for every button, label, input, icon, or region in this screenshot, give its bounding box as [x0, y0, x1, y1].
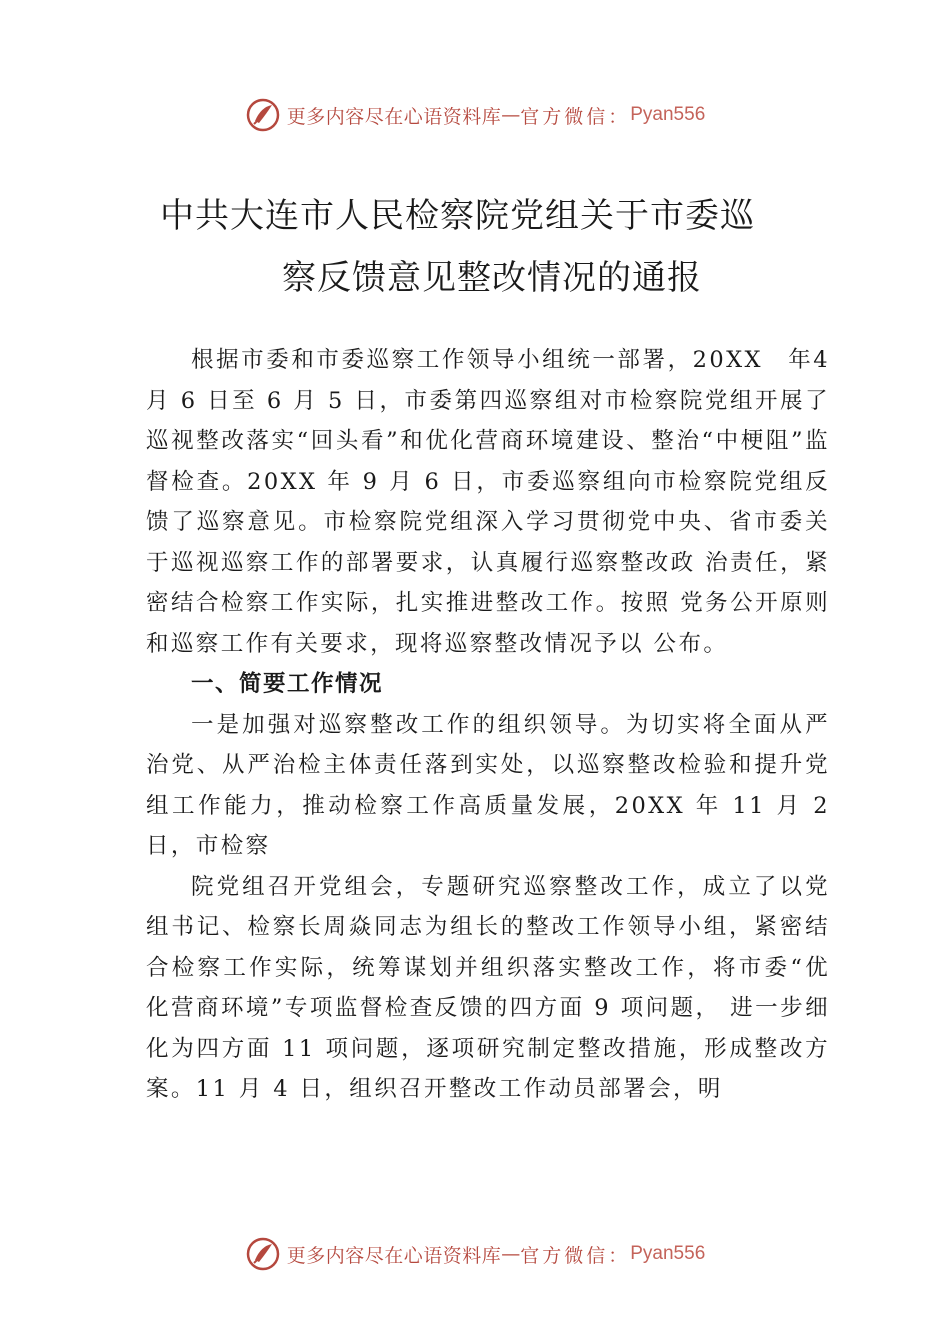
banner-separator: —: [501, 104, 521, 126]
banner-text: 更多内容尽在心语资料库: [286, 1244, 502, 1267]
document-title-line1: 中共大连市人民检察院党组关于市委巡: [160, 196, 755, 236]
paragraph-organization: 一是加强对巡察整改工作的组织领导。为切实将全面从严治党、从严治检主体责任落到实处，以巡察整改检验和提升党组工作能力，推动检察工作高质量发展，20XX 年 11 月 2 日，市检察: [146, 711, 830, 859]
document-body: [146, 340, 830, 1110]
banner-separator: —: [501, 1243, 521, 1265]
footer-watermark-banner: [0, 1234, 950, 1274]
banner-wechat-id: Pyan556: [630, 1243, 706, 1264]
banner-wechat-label: 官方微信：: [520, 1244, 631, 1267]
header-watermark-banner: [0, 95, 950, 135]
brush-logo-icon: [245, 97, 281, 133]
document-title-line2: 察反馈意见整改情况的通报: [282, 258, 702, 298]
paragraph-party-meeting: 院党组召开党组会，专题研究巡察整改工作，成立了以党组书记、检察长周焱同志为组长的整改工作领导小组，紧密结合检察工作实际，统筹谋划并组织落实整改工作，将市委“优化营商环境”专项监督检查反馈的四方面 9 项问题， 进一步细化为四方面 11 项问题，逐项研究制定整改措施，形成整改方案。11 月 4 日，组织召开整改工作动员部署会，明: [146, 873, 830, 1102]
banner-wechat-label: 官方微信：: [520, 105, 631, 128]
paragraph-intro: 根据市委和市委巡察工作领导小组统一部署，20XX 年4 月 6 日至 6 月 5 日，市委第四巡察组对市检察院党组开展了巡视整改落实“回头看”和优化营商环境建设、整治“中梗阻”监督检查。20XX 年 9 月 6 日，市委巡察组向市检察院党组反馈了巡察意见。市检察院党组深入学习贯彻党中央、省市委关于巡视巡察工作的部署要求，认真履行巡察整改政 治责任，紧密结合检察工作实际，扎实推进整改工作。按照 党务公开原则和巡察工作有关要求，现将巡察整改情况予以 公布。: [146, 347, 830, 657]
section-heading-1: 一、简要工作情况: [191, 671, 384, 697]
brush-logo-icon: [245, 1236, 281, 1272]
banner-text: 更多内容尽在心语资料库: [286, 105, 502, 128]
banner-wechat-id: Pyan556: [630, 104, 706, 125]
